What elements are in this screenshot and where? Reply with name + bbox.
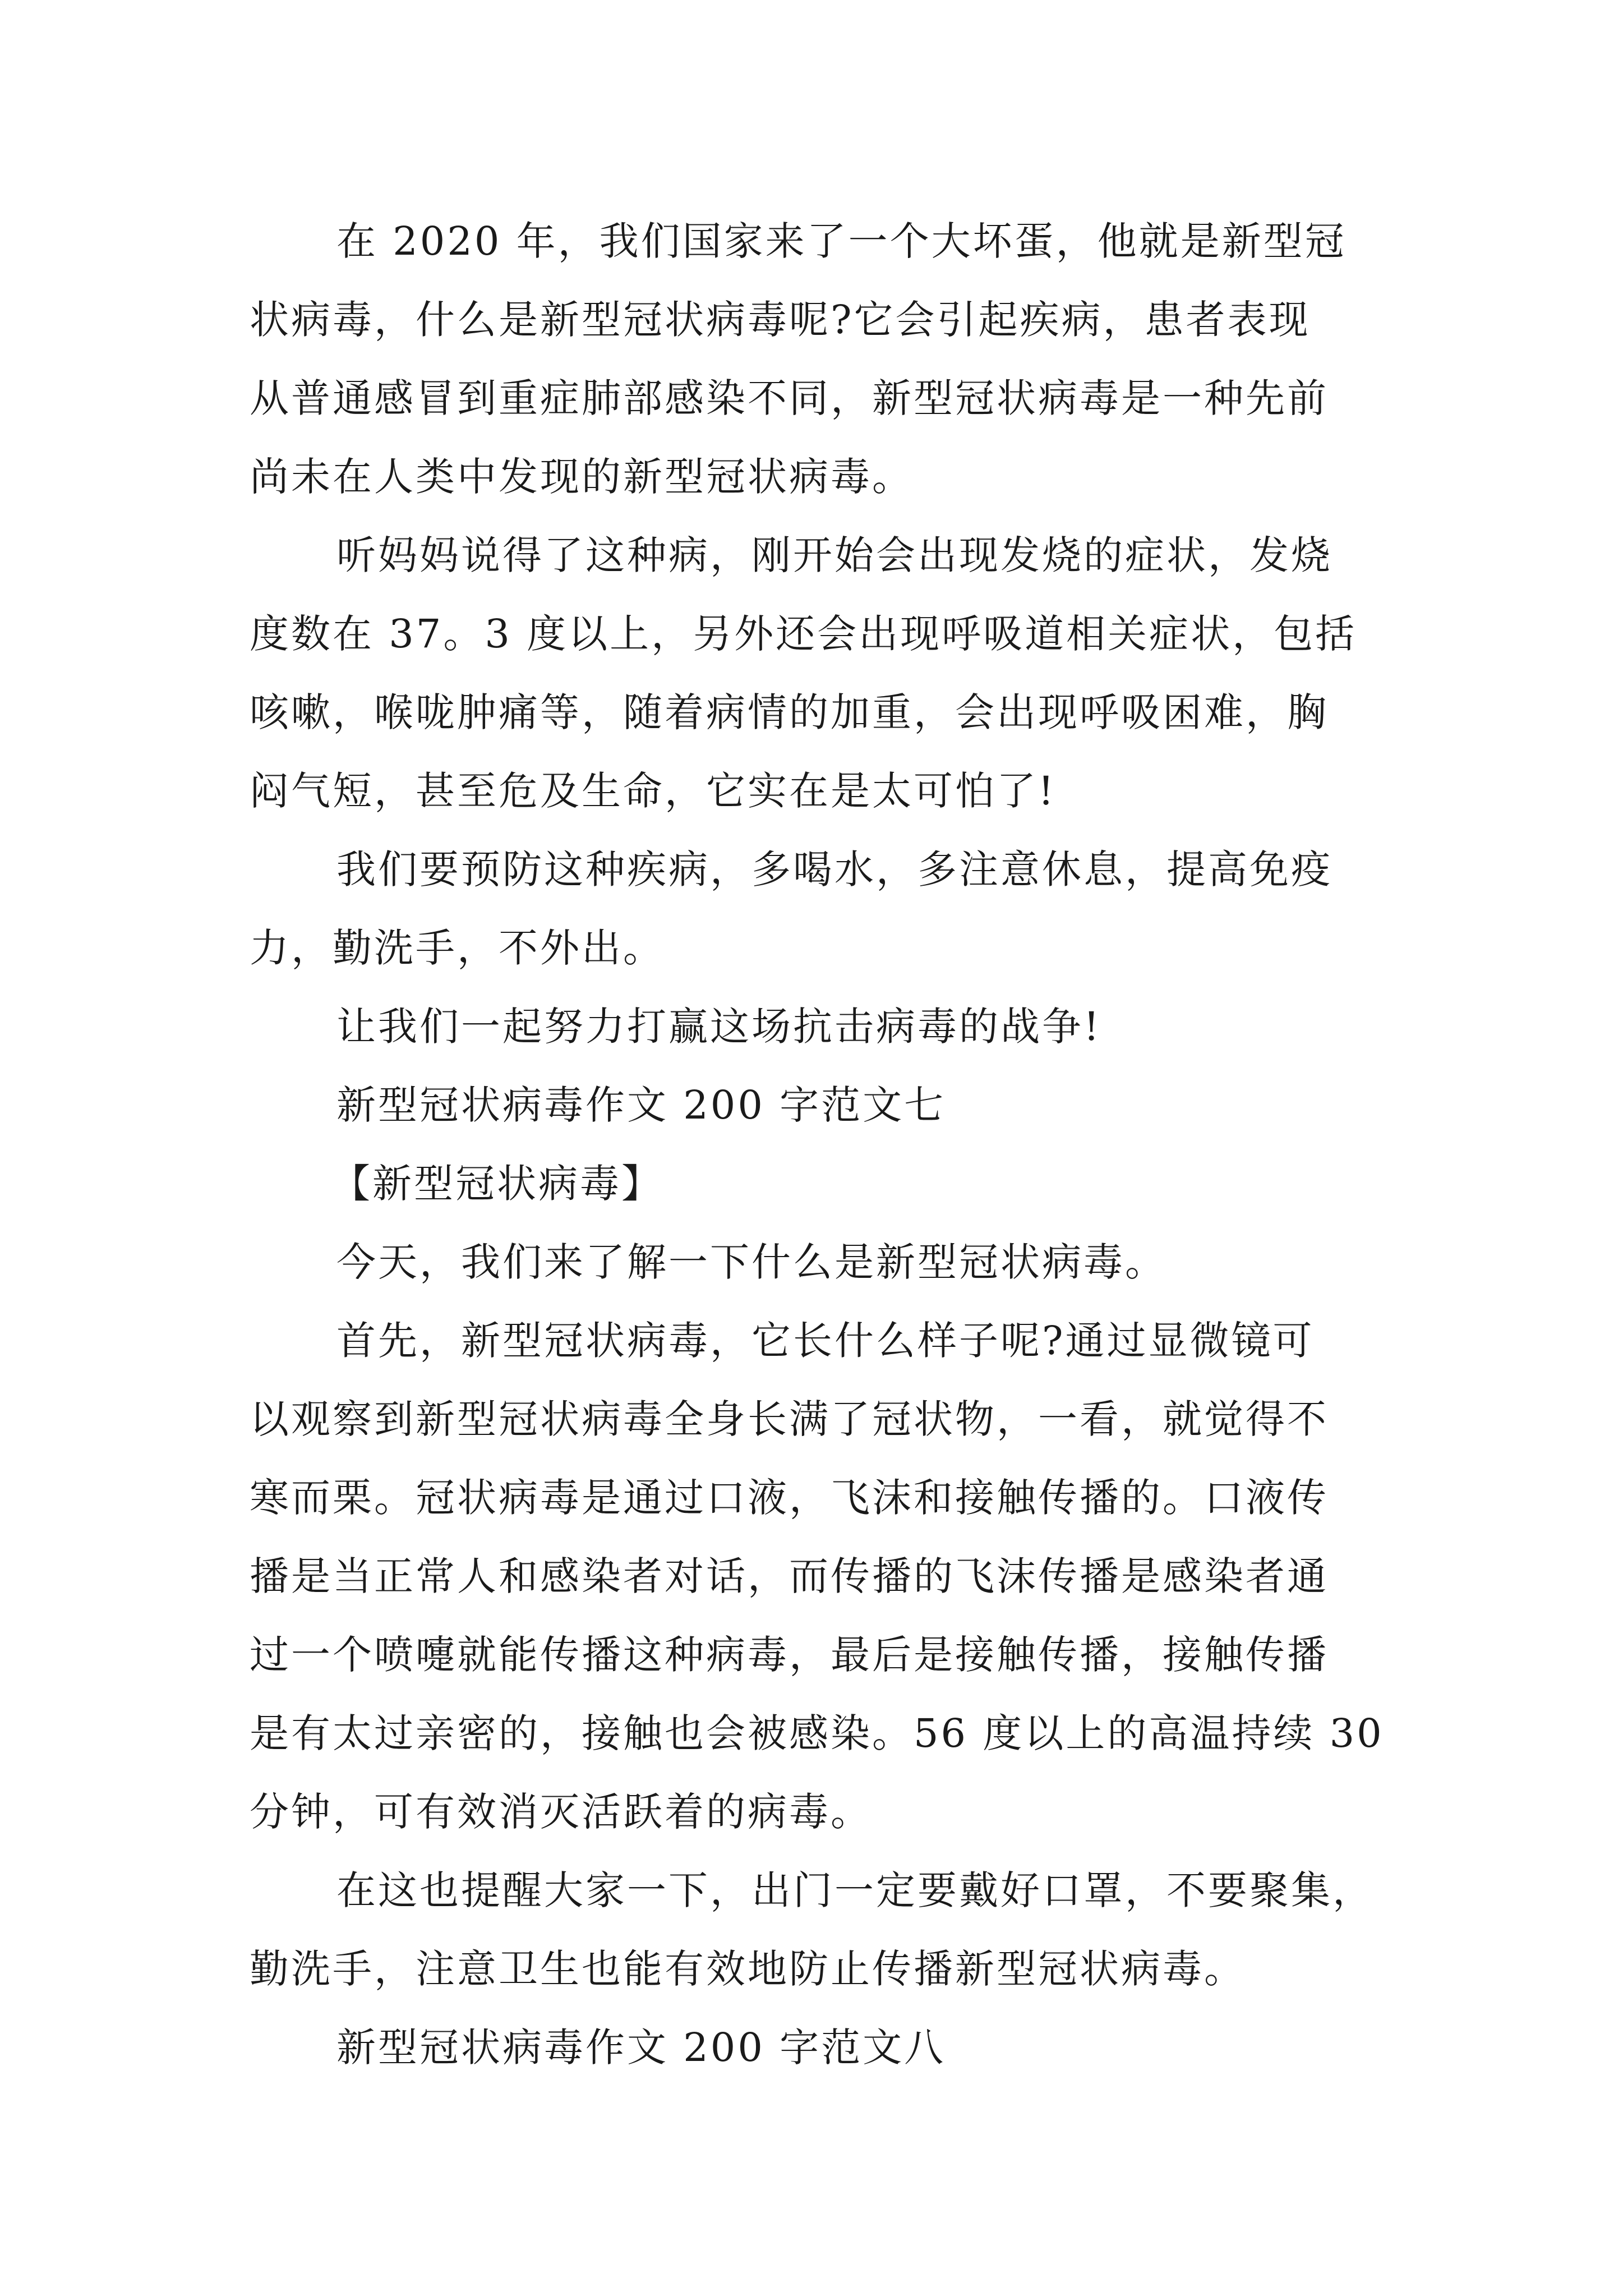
paragraph-6-line-6: 是有太过亲密的，接触也会被感染。56 度以上的高温持续 30 — [250, 1710, 1384, 1756]
section-heading-7: 新型冠状病毒作文 200 字范文七 — [336, 1082, 946, 1128]
paragraph-2-line-2: 度数在 37。3 度以上，另外还会出现呼吸道相关症状，包括 — [250, 611, 1357, 657]
paragraph-6-line-1: 首先，新型冠状病毒，它长什么样子呢?通过显微镜可 — [336, 1318, 1315, 1364]
section-heading-8: 新型冠状病毒作文 200 字范文八 — [336, 2024, 946, 2070]
paragraph-2-line-1: 听妈妈说得了这种病，刚开始会出现发烧的症状，发烧 — [336, 532, 1332, 578]
paragraph-7-line-2: 勤洗手，注意卫生也能有效地防止传播新型冠状病毒。 — [250, 1946, 1246, 1992]
paragraph-4-line-1: 让我们一起努力打赢这场抗击病毒的战争! — [336, 1004, 1102, 1050]
paragraph-1-line-2: 状病毒，什么是新型冠状病毒呢?它会引起疾病，患者表现 — [250, 297, 1311, 343]
paragraph-6-line-3: 寒而栗。冠状病毒是通过口液，飞沫和接触传播的。口液传 — [250, 1475, 1329, 1521]
paragraph-6-line-2: 以观察到新型冠状病毒全身长满了冠状物，一看，就觉得不 — [250, 1396, 1329, 1442]
paragraph-2-line-4: 闷气短，甚至危及生命，它实在是太可怕了! — [250, 768, 1057, 814]
paragraph-1-line-1: 在 2020 年，我们国家来了一个大坏蛋，他就是新型冠 — [336, 218, 1347, 264]
paragraph-6-line-4: 播是当正常人和感染者对话，而传播的飞沫传播是感染者通 — [250, 1553, 1329, 1599]
paragraph-3-line-1: 我们要预防这种疾病，多喝水，多注意休息，提高免疫 — [336, 846, 1332, 892]
paragraph-1-line-3: 从普通感冒到重症肺部感染不同，新型冠状病毒是一种先前 — [250, 375, 1329, 421]
paragraph-6-line-5: 过一个喷嚏就能传播这种病毒，最后是接触传播，接触传播 — [250, 1632, 1329, 1678]
paragraph-1-line-4: 尚未在人类中发现的新型冠状病毒。 — [250, 454, 914, 500]
paragraph-2-line-3: 咳嗽，喉咙肿痛等，随着病情的加重，会出现呼吸困难，胸 — [250, 689, 1329, 735]
paragraph-7-line-1: 在这也提醒大家一下，出门一定要戴好口罩，不要聚集， — [336, 1867, 1374, 1913]
paragraph-5-line-1: 今天，我们来了解一下什么是新型冠状病毒。 — [336, 1239, 1166, 1285]
paragraph-6-line-7: 分钟，可有效消灭活跃着的病毒。 — [250, 1789, 872, 1835]
essay-title: 【新型冠状病毒】 — [331, 1161, 663, 1207]
paragraph-3-line-2: 力，勤洗手，不外出。 — [250, 925, 665, 971]
